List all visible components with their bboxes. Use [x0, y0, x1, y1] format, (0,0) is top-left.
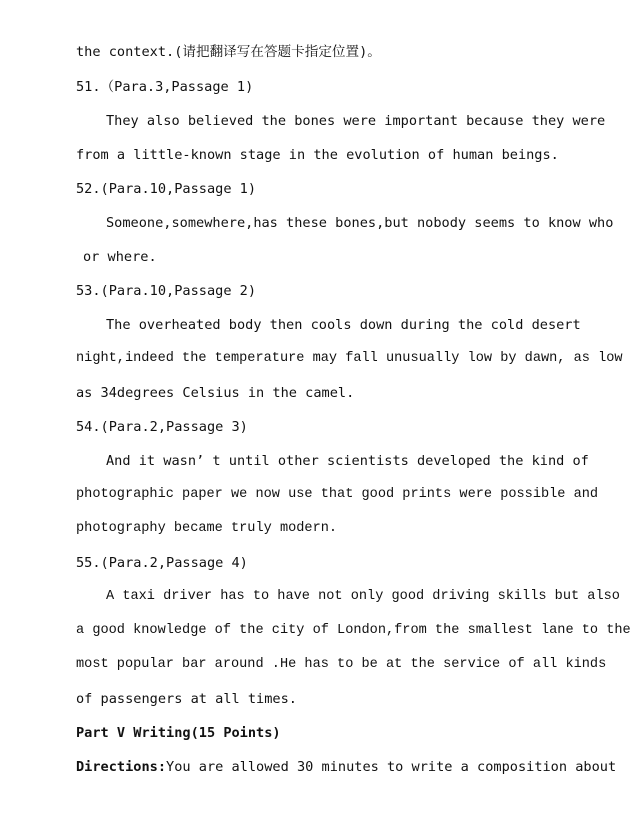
directions-label: Directions: — [76, 759, 167, 775]
context-instruction-line: the context.(请把翻译写在答题卡指定位置)。 — [76, 44, 381, 60]
directions-line — [76, 757, 617, 777]
writing-section-heading: Part V Writing(15 Points) — [76, 725, 281, 741]
item-52-heading: 52.(Para.10,Passage 1) — [76, 181, 257, 197]
item-54-heading: 54.(Para.2,Passage 3) — [76, 419, 248, 435]
item-55-text-line-4: of passengers at all times. — [76, 691, 297, 707]
item-55-text-line-3: most popular bar around .He has to be at the service of all kinds — [76, 657, 607, 672]
item-55-heading: 55.(Para.2,Passage 4) — [76, 555, 248, 571]
item-53-text-line-2: night,indeed the temperature may fall unusually low by dawn, as low — [76, 351, 623, 366]
item-54-text-line-2: photographic paper we now use that good prints were possible and — [76, 487, 599, 502]
item-52-text-line-2: or where. — [83, 249, 157, 265]
item-51-text-line-1: They also believed the bones were important because they were — [106, 113, 606, 129]
item-53-text-line-3: as 34degrees Celsius in the camel. — [76, 385, 355, 401]
item-51-text-line-2: from a little-known stage in the evolution of human beings. — [76, 147, 559, 163]
item-55-text-line-2: a good knowledge of the city of London,from the smallest lane to the — [76, 623, 631, 638]
item-54-text-line-1: And it wasn’ t until other scientists developed the kind of — [106, 453, 589, 469]
directions-text: You are allowed 30 minutes to write a composition about — [166, 759, 617, 775]
item-55-text-line-1: A taxi driver has to have not only good driving skills but also — [106, 589, 620, 604]
item-54-text-line-3: photography became truly modern. — [76, 521, 338, 536]
item-53-heading: 53.(Para.10,Passage 2) — [76, 283, 257, 299]
item-53-text-line-1: The overheated body then cools down during the cold desert — [106, 317, 581, 333]
item-51-heading: 51.（Para.3,Passage 1) — [76, 79, 254, 95]
item-52-text-line-1: Someone,somewhere,has these bones,but nobody seems to know who — [106, 215, 614, 231]
